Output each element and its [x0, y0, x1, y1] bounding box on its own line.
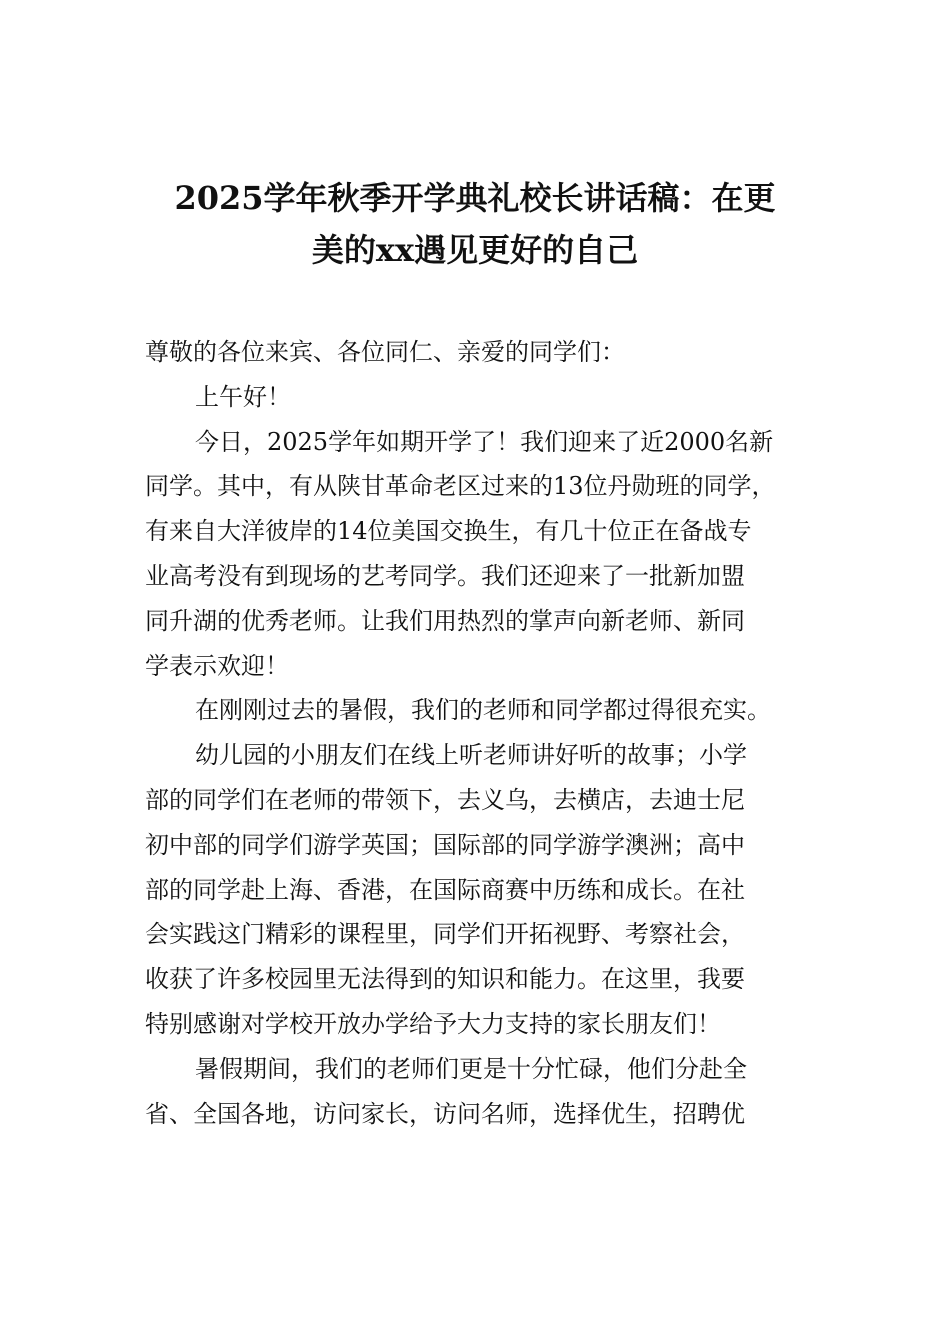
paragraph-line: 部的同学们在老师的带领下，去义乌，去横店，去迪士尼 [145, 785, 745, 814]
paragraph-greeting [145, 375, 813, 420]
salutation: 尊敬的各位来宾、各位同仁、亲爱的同学们： [145, 338, 625, 366]
paragraph-line: 业高考没有到现场的艺考同学。我们还迎来了一批新加盟 [145, 561, 745, 590]
paragraph-summer [145, 688, 813, 733]
paragraph-line: 在刚刚过去的暑假，我们的老师和同学都过得很充实。 [195, 696, 771, 725]
paragraph-line: 省、全国各地，访问家长，访问名师，选择优生，招聘优 [145, 1099, 745, 1128]
paragraph-welcome [145, 420, 813, 689]
paragraph-line: 初中部的同学们游学英国；国际部的同学游学澳洲；高中 [145, 830, 745, 859]
paragraph-line: 上午好！ [195, 382, 291, 411]
paragraph-line: 收获了许多校园里无法得到的知识和能力。在这里，我要 [145, 965, 745, 994]
paragraph-line: 有来自大洋彼岸的14位美国交换生，有几十位正在备战专 [145, 517, 752, 546]
paragraph-line: 学表示欢迎！ [145, 651, 289, 680]
title-line: 2025学年秋季开学典礼校长讲话稿：在更 [174, 179, 776, 217]
paragraph-line: 暑假期间，我们的老师们更是十分忙碌，他们分赴全 [195, 1054, 747, 1083]
paragraph-line: 会实践这门精彩的课程里，同学们开拓视野、考察社会， [145, 920, 745, 949]
paragraph-line: 同学。其中，有从陕甘革命老区过来的13位丹勋班的同学， [145, 472, 776, 501]
paragraph-line: 特别感谢对学校开放办学给予大力支持的家长朋友们！ [145, 1009, 721, 1038]
paragraph-teachers [145, 1047, 813, 1137]
paragraph-line: 同升湖的优秀老师。让我们用热烈的掌声向新老师、新同 [145, 606, 745, 635]
paragraph-line: 部的同学赴上海、香港，在国际商赛中历练和成长。在社 [145, 875, 745, 904]
paragraph-line: 今日，2025学年如期开学了！我们迎来了近2000名新 [195, 427, 774, 456]
document-title [120, 172, 830, 276]
document-body [145, 330, 813, 1136]
paragraph-activities [145, 733, 813, 1047]
title-line: 美的xx遇见更好的自己 [311, 231, 639, 269]
paragraph-line: 幼儿园的小朋友们在线上听老师讲好听的故事；小学 [195, 741, 747, 770]
